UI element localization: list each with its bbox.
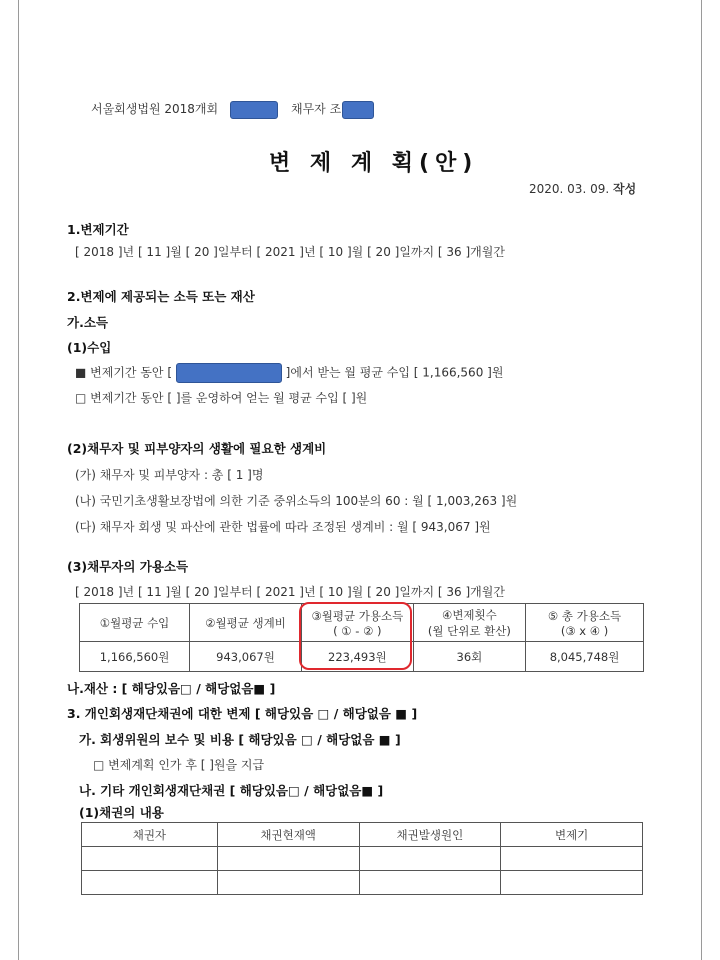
living-cost-standard: (나) 국민기초생활보장법에 의한 기준 중위소득의 100분의 60 : 월 [ 1,003,263 ]원 <box>75 494 518 508</box>
claims-header-creditor: 채권자 <box>82 823 218 847</box>
document-date: 2020. 03. 09. 작성 <box>529 182 637 196</box>
case-line <box>91 100 278 119</box>
other-claims-heading: 나. 기타 개인회생재단채권 [ 해당있음□ / 해당없음■ ] <box>79 783 384 798</box>
claims-header-row <box>82 823 643 847</box>
claims-table <box>81 822 643 895</box>
table-header-cell: ⑤ 총 가용소득 (③ x ④ ) <box>526 604 644 642</box>
date-suffix: 작성 <box>612 182 637 196</box>
disposable-income-heading: (3)채무자의 가용소득 <box>67 559 189 574</box>
commissioner-fee-heading: 가. 회생위원의 보수 및 비용 [ 해당있음 □ / 해당없음 ■ ] <box>79 732 401 747</box>
property-line: 나.재산 : [ 해당있음□ / 해당없음■ ] <box>67 681 276 696</box>
highlight-box <box>299 602 412 670</box>
total-disposable-income-value: 8,045,748원 <box>526 642 644 672</box>
commissioner-fee-line: □ 변제계획 인가 후 [ ]원을 지급 <box>93 758 265 772</box>
table-row <box>82 847 643 871</box>
repayment-count-value: 36회 <box>413 642 525 672</box>
claims-header-amount: 채권현재액 <box>217 823 359 847</box>
table-header-cell: ③월평균 가용소득 ( ① - ② ) <box>301 604 413 642</box>
debtor-line <box>291 100 374 119</box>
monthly-living-cost-value: 943,067원 <box>190 642 302 672</box>
section-2-heading: 2.변제에 제공되는 소득 또는 재산 <box>67 289 255 304</box>
section-3-heading: 3. 개인회생재단채권에 대한 변제 [ 해당있음 □ / 해당없음 ■ ] <box>67 706 418 721</box>
document-page <box>18 0 702 960</box>
document-title: 변 제 계 획(안) <box>269 151 479 176</box>
claims-header-cause: 채권발생원인 <box>359 823 501 847</box>
redacted-debtor-name <box>342 101 374 119</box>
repayment-period: [ 2018 ]년 [ 11 ]월 [ 20 ]일부터 [ 2021 ]년 [ 10 ]월 [ 20 ]일까지 [ 36 ]개월간 <box>75 245 505 259</box>
table-header-cell: ①월평균 수입 <box>80 604 190 642</box>
redacted-case-number <box>230 101 278 119</box>
redacted-employer <box>176 363 282 383</box>
living-cost-heading: (2)채무자 및 피부양자의 생활에 필요한 생계비 <box>67 441 327 456</box>
monthly-income-value: 1,166,560원 <box>80 642 190 672</box>
claims-header-due: 변제기 <box>501 823 643 847</box>
monthly-disposable-income-value: 223,493원 <box>301 642 413 672</box>
living-cost-dependents: (가) 채무자 및 피부양자 : 총 [ 1 ]명 <box>75 468 264 482</box>
revenue-heading: (1)수입 <box>67 340 112 355</box>
section-1-heading: 1.변제기간 <box>67 222 129 237</box>
disposable-income-period: [ 2018 ]년 [ 11 ]월 [ 20 ]일부터 [ 2021 ]년 [ 10 ]월 [ 20 ]일까지 [ 36 ]개월간 <box>75 585 505 599</box>
income-line-salary: ■ 변제기간 동안 [ ]에서 받는 월 평균 수입 [ 1,166,560 ]원 <box>75 363 503 383</box>
table-header-cell: ②월평균 생계비 <box>190 604 302 642</box>
income-line-business: □ 변제기간 동안 [ ]를 운영하여 얻는 월 평균 수입 [ ]원 <box>75 391 368 405</box>
debtor-name: 채무자 조 <box>291 102 342 116</box>
claims-content-heading: (1)채권의 내용 <box>79 805 164 820</box>
table-row <box>82 871 643 895</box>
living-cost-adjusted: (다) 채무자 회생 및 파산에 관한 법률에 따라 조정된 생계비 : 월 [ 943,067 ]원 <box>75 520 491 534</box>
table-header-cell: ④변제횟수 (월 단위로 환산) <box>413 604 525 642</box>
court-case-number: 서울회생법원 2018개회 <box>91 102 219 116</box>
income-heading: 가.소득 <box>67 315 108 330</box>
